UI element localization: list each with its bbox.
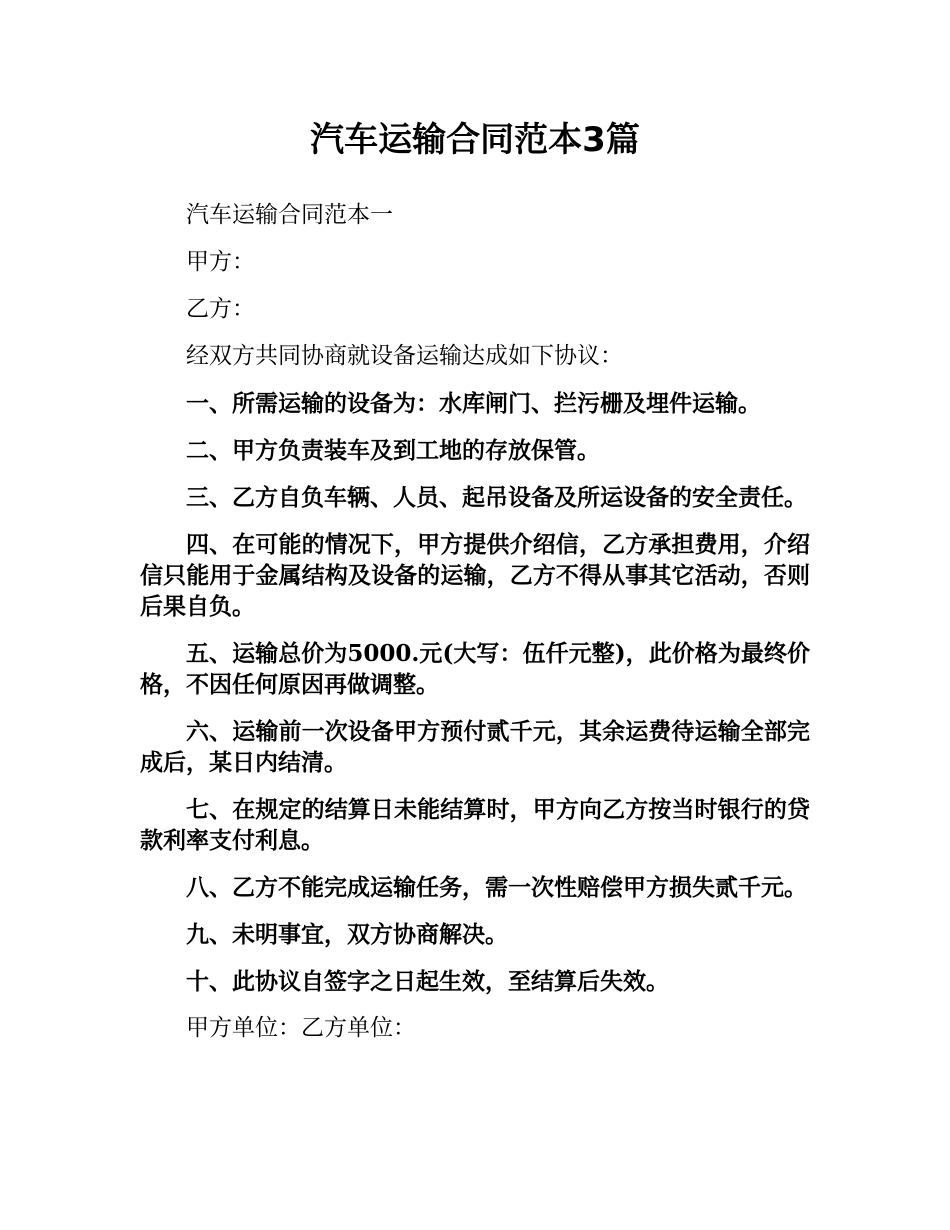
party-b-line: 乙方： xyxy=(186,296,255,322)
document-title: 汽车运输合同范本3篇 xyxy=(310,120,640,160)
clause-1: 一、所需运输的设备为：水库闸门、拦污栅及埋件运输。 xyxy=(186,390,761,417)
clause-7: 七、在规定的结算日未能结算时，甲方向乙方按当时银行的贷款利率支付利息。 xyxy=(140,796,810,854)
agreement-intro: 经双方共同协商就设备运输达成如下协议： xyxy=(186,343,623,369)
clause-10: 十、此协议自签字之日起生效，至结算后失效。 xyxy=(186,968,669,995)
clause-8: 八、乙方不能完成运输任务，需一次性赔偿甲方损失贰千元。 xyxy=(186,874,807,901)
clause-5: 五、运输总价为5000.元(大写：伍仟元整)，此价格为最终价格，不因任何原因再做调整。 xyxy=(140,640,810,698)
clause-9: 九、未明事宜，双方协商解决。 xyxy=(186,921,508,948)
clause-4: 四、在可能的情况下，甲方提供介绍信，乙方承担费用，介绍信只能用于金属结构及设备的运输，乙方不得从事其它活动，否则后果自负。 xyxy=(140,531,810,620)
signature-line: 甲方单位：乙方单位： xyxy=(186,1015,416,1041)
clause-3: 三、乙方自负车辆、人员、起吊设备及所运设备的安全责任。 xyxy=(186,484,807,511)
document-body xyxy=(140,200,810,1060)
section-heading: 汽车运输合同范本一 xyxy=(186,202,393,228)
party-a-line: 甲方： xyxy=(186,249,255,275)
clause-2: 二、甲方负责装车及到工地的存放保管。 xyxy=(186,437,600,464)
clause-6: 六、运输前一次设备甲方预付贰千元，其余运费待运输全部完成后，某日内结清。 xyxy=(140,718,810,776)
